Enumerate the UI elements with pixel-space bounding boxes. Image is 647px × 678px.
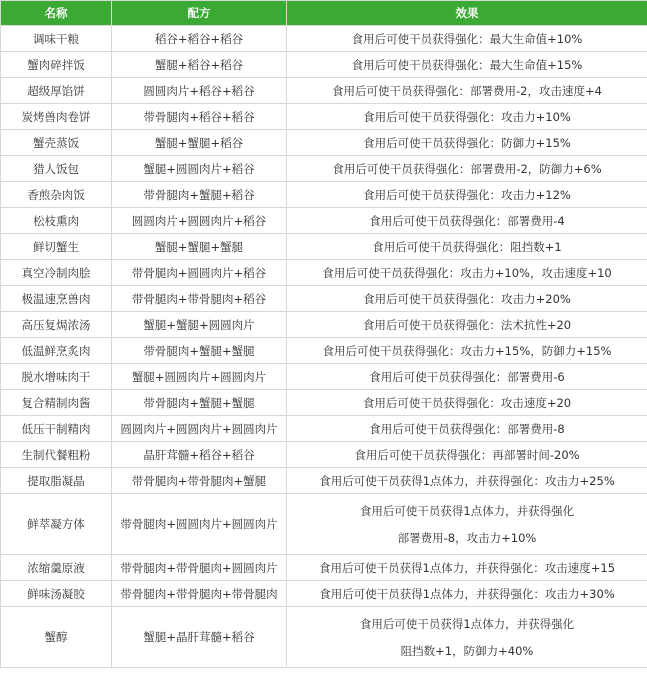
effect-cell <box>287 208 647 234</box>
table-row <box>1 26 647 52</box>
dish-name-cell: 炭烤兽肉卷饼 <box>1 104 112 130</box>
effect-cell <box>287 104 647 130</box>
recipe-cell: 蟹腿+圆圆肉片+稻谷 <box>112 156 287 182</box>
table-row <box>1 234 647 260</box>
dish-name-cell: 超级厚馅饼 <box>1 78 112 104</box>
table-row <box>1 78 647 104</box>
recipe-cell: 带骨腿肉+带骨腿肉+稻谷 <box>112 286 287 312</box>
table-row <box>1 581 647 607</box>
dish-name-cell: 生制代餐粗粉 <box>1 442 112 468</box>
column-header-recipe: 配方 <box>112 1 287 26</box>
recipe-cell: 带骨腿肉+带骨腿肉+带骨腿肉 <box>112 581 287 607</box>
dish-name-cell: 低温鲜烹炙肉 <box>1 338 112 364</box>
effect-line: 食用后可使干员获得强化：部署费用-4 <box>369 213 565 228</box>
effect-line: 食用后可使干员获得强化：攻击力+10% <box>363 109 571 124</box>
dish-name-cell: 提取脂凝晶 <box>1 468 112 494</box>
recipe-cell: 圆圆肉片+圆圆肉片+圆圆肉片 <box>112 416 287 442</box>
effect-line: 食用后可使干员获得强化：最大生命值+10% <box>351 31 583 46</box>
effect-cell <box>287 494 647 555</box>
effect-cell <box>287 364 647 390</box>
effect-line: 食用后可使干员获得强化：防御力+15% <box>363 135 571 150</box>
table-header-row <box>1 1 647 26</box>
table-row <box>1 416 647 442</box>
effect-line: 食用后可使干员获得强化：攻击力+20% <box>363 291 571 306</box>
table-body <box>1 26 647 668</box>
dish-name-cell: 鲜切蟹生 <box>1 234 112 260</box>
effect-cell <box>287 156 647 182</box>
dish-name-cell: 脱水增味肉干 <box>1 364 112 390</box>
dish-name-cell: 蟹肉碎拌饭 <box>1 52 112 78</box>
effect-line: 食用后可使干员获得强化：最大生命值+15% <box>351 57 583 72</box>
recipe-cell: 稻谷+稻谷+稻谷 <box>112 26 287 52</box>
recipe-cell: 带骨腿肉+稻谷+稻谷 <box>112 104 287 130</box>
effect-line: 食用后可使干员获得1点体力，并获得强化：攻击力+25% <box>319 473 615 488</box>
dish-name-cell: 调味干粮 <box>1 26 112 52</box>
recipe-cell: 带骨腿肉+蟹腿+蟹腿 <box>112 390 287 416</box>
recipe-cell: 带骨腿肉+圆圆肉片+圆圆肉片 <box>112 494 287 555</box>
recipe-cell: 带骨腿肉+带骨腿肉+蟹腿 <box>112 468 287 494</box>
effect-line: 食用后可使干员获得1点体力，并获得强化：攻击力+30% <box>319 586 615 601</box>
effect-cell <box>287 416 647 442</box>
effect-line: 食用后可使干员获得强化：部署费用-2，防御力+6% <box>332 161 602 176</box>
dish-name-cell: 极温速烹兽肉 <box>1 286 112 312</box>
recipe-cell: 带骨腿肉+蟹腿+蟹腿 <box>112 338 287 364</box>
table-row <box>1 104 647 130</box>
table-row <box>1 468 647 494</box>
dish-name-cell: 浓缩羹原液 <box>1 555 112 581</box>
effect-line: 食用后可使干员获得1点体力，并获得强化：攻击速度+15 <box>318 560 616 575</box>
effect-line: 食用后可使干员获得强化：部署费用-2，攻击速度+4 <box>332 83 602 98</box>
dish-name-cell: 复合精制肉酱 <box>1 390 112 416</box>
table-row <box>1 390 647 416</box>
table-row <box>1 52 647 78</box>
recipe-cell: 带骨腿肉+带骨腿肉+圆圆肉片 <box>112 555 287 581</box>
effect-cell <box>287 26 647 52</box>
effect-cell <box>287 468 647 494</box>
effect-line: 食用后可使干员获得强化：攻击力+10%，攻击速度+10 <box>322 265 612 280</box>
table-row <box>1 364 647 390</box>
recipe-cell: 蟹腿+蟹腿+圆圆肉片 <box>112 312 287 338</box>
effect-line: 食用后可使干员获得强化：部署费用-8 <box>369 421 565 436</box>
effect-cell <box>287 234 647 260</box>
recipe-cell: 圆圆肉片+稻谷+稻谷 <box>112 78 287 104</box>
recipe-cell: 晶肝茸髓+稻谷+稻谷 <box>112 442 287 468</box>
table-row <box>1 182 647 208</box>
recipe-cell: 蟹腿+蟹腿+稻谷 <box>112 130 287 156</box>
effect-cell <box>287 130 647 156</box>
effect-cell <box>287 607 647 668</box>
recipe-cell: 蟹腿+晶肝茸髓+稻谷 <box>112 607 287 668</box>
recipe-cell: 圆圆肉片+圆圆肉片+稻谷 <box>112 208 287 234</box>
effect-cell <box>287 442 647 468</box>
effect-line: 食用后可使干员获得强化：攻击力+15%，防御力+15% <box>322 343 612 358</box>
effect-line: 食用后可使干员获得强化：部署费用-6 <box>369 369 565 384</box>
dish-name-cell: 鲜萃凝方体 <box>1 494 112 555</box>
dish-name-cell: 高压复焗浓汤 <box>1 312 112 338</box>
effect-cell <box>287 581 647 607</box>
effect-line: 食用后可使干员获得强化：攻击速度+20 <box>362 395 572 410</box>
recipe-cell: 带骨腿肉+蟹腿+稻谷 <box>112 182 287 208</box>
column-header-name: 名称 <box>1 1 112 26</box>
dish-name-cell: 松枝熏肉 <box>1 208 112 234</box>
recipe-cell: 带骨腿肉+圆圆肉片+稻谷 <box>112 260 287 286</box>
recipe-cell: 蟹腿+稻谷+稻谷 <box>112 52 287 78</box>
effect-line: 食用后可使干员获得强化：法术抗性+20 <box>362 317 572 332</box>
effect-cell <box>287 312 647 338</box>
recipe-cell: 蟹腿+圆圆肉片+圆圆肉片 <box>112 364 287 390</box>
table-row <box>1 130 647 156</box>
table-row <box>1 312 647 338</box>
table-row <box>1 208 647 234</box>
effect-cell <box>287 260 647 286</box>
dish-name-cell: 猎人饭包 <box>1 156 112 182</box>
table-row <box>1 607 647 668</box>
dish-name-cell: 香煎杂肉饭 <box>1 182 112 208</box>
effect-cell <box>287 182 647 208</box>
effect-line: 食用后可使干员获得1点体力，并获得强化 <box>359 503 575 518</box>
table-row <box>1 286 647 312</box>
dish-name-cell: 蟹壳蒸饭 <box>1 130 112 156</box>
recipe-cell: 蟹腿+蟹腿+蟹腿 <box>112 234 287 260</box>
effect-line: 阻挡数+1，防御力+40% <box>400 643 534 658</box>
effect-line: 食用后可使干员获得强化：攻击力+12% <box>363 187 571 202</box>
table-row <box>1 494 647 555</box>
dish-name-cell: 真空冷制肉脍 <box>1 260 112 286</box>
dish-name-cell: 鲜味汤凝胶 <box>1 581 112 607</box>
dish-name-cell: 蟹醇 <box>1 607 112 668</box>
effect-line: 部署费用-8，攻击力+10% <box>397 530 537 545</box>
effect-line: 食用后可使干员获得强化：阻挡数+1 <box>372 239 562 254</box>
dish-name-cell: 低压干制精肉 <box>1 416 112 442</box>
effect-cell <box>287 286 647 312</box>
effect-cell <box>287 78 647 104</box>
effect-cell <box>287 338 647 364</box>
table-row <box>1 260 647 286</box>
effect-cell <box>287 52 647 78</box>
table-row <box>1 338 647 364</box>
effect-cell <box>287 390 647 416</box>
table-row <box>1 156 647 182</box>
column-header-effect: 效果 <box>287 1 647 26</box>
table-row <box>1 442 647 468</box>
effect-line: 食用后可使干员获得1点体力，并获得强化 <box>359 616 575 631</box>
table-row <box>1 555 647 581</box>
effect-cell <box>287 555 647 581</box>
effect-line: 食用后可使干员获得强化：再部署时间-20% <box>354 447 580 462</box>
